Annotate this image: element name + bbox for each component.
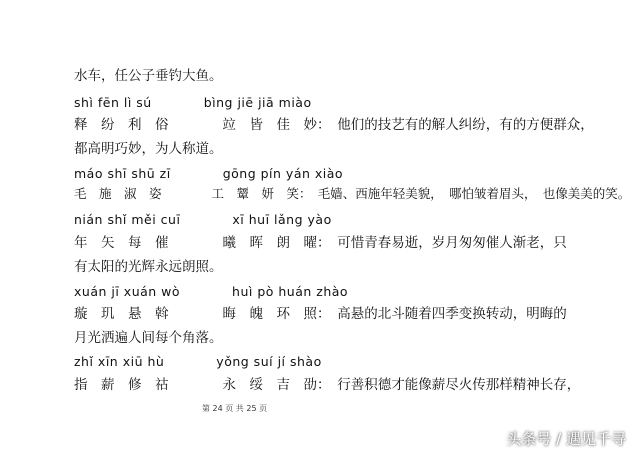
text-line: 水车，任公子垂钓大鱼。 — [74, 68, 223, 84]
watermark: 头条号 / 遇见千寻 — [506, 430, 626, 448]
pinyin-line: máo shī shū zī gōng pín yán xiào — [74, 166, 344, 181]
text-line: 释 纷 利 俗 竝 皆 佳 妙： 他们的技艺有的解人纠纷，有的方便群众， — [74, 117, 594, 133]
text-line: 璇 玑 悬 斡 晦 魄 环 照： 高悬的北斗随着四季变换转动，明晦的 — [74, 306, 567, 322]
text-line: 毛 施 淑 姿 工 颦 妍 笑： 毛嫱、西施年轻美貌， 哪怕皱着眉头， 也像美美的笑。 — [74, 186, 631, 201]
text-line: 有太阳的光辉永远朗照。 — [74, 259, 223, 275]
page-footer: 第 24 页 共 25 页 — [202, 404, 268, 413]
pinyin-line: zhǐ xīn xiū hù yǒng suí jí shào — [74, 354, 322, 369]
text-line: 年 矢 每 催 曦 晖 朗 曜： 可惜青春易逝，岁月匆匆催人渐老，只 — [74, 235, 567, 251]
pinyin-line: shì fēn lì sú bìng jiē jiā miào — [74, 95, 312, 110]
text-line: 指 薪 修 祜 永 绥 吉 劭： 行善积德才能像薪尽火传那样精神长存， — [74, 377, 581, 393]
pinyin-line: nián shǐ měi cuī xī huī lǎng yào — [74, 212, 332, 227]
pinyin-line: xuán jī xuán wò huì pò huán zhào — [74, 284, 349, 299]
text-line: 月光洒遍人间每个角落。 — [74, 330, 223, 346]
text-line: 都高明巧妙，为人称道。 — [74, 141, 223, 157]
